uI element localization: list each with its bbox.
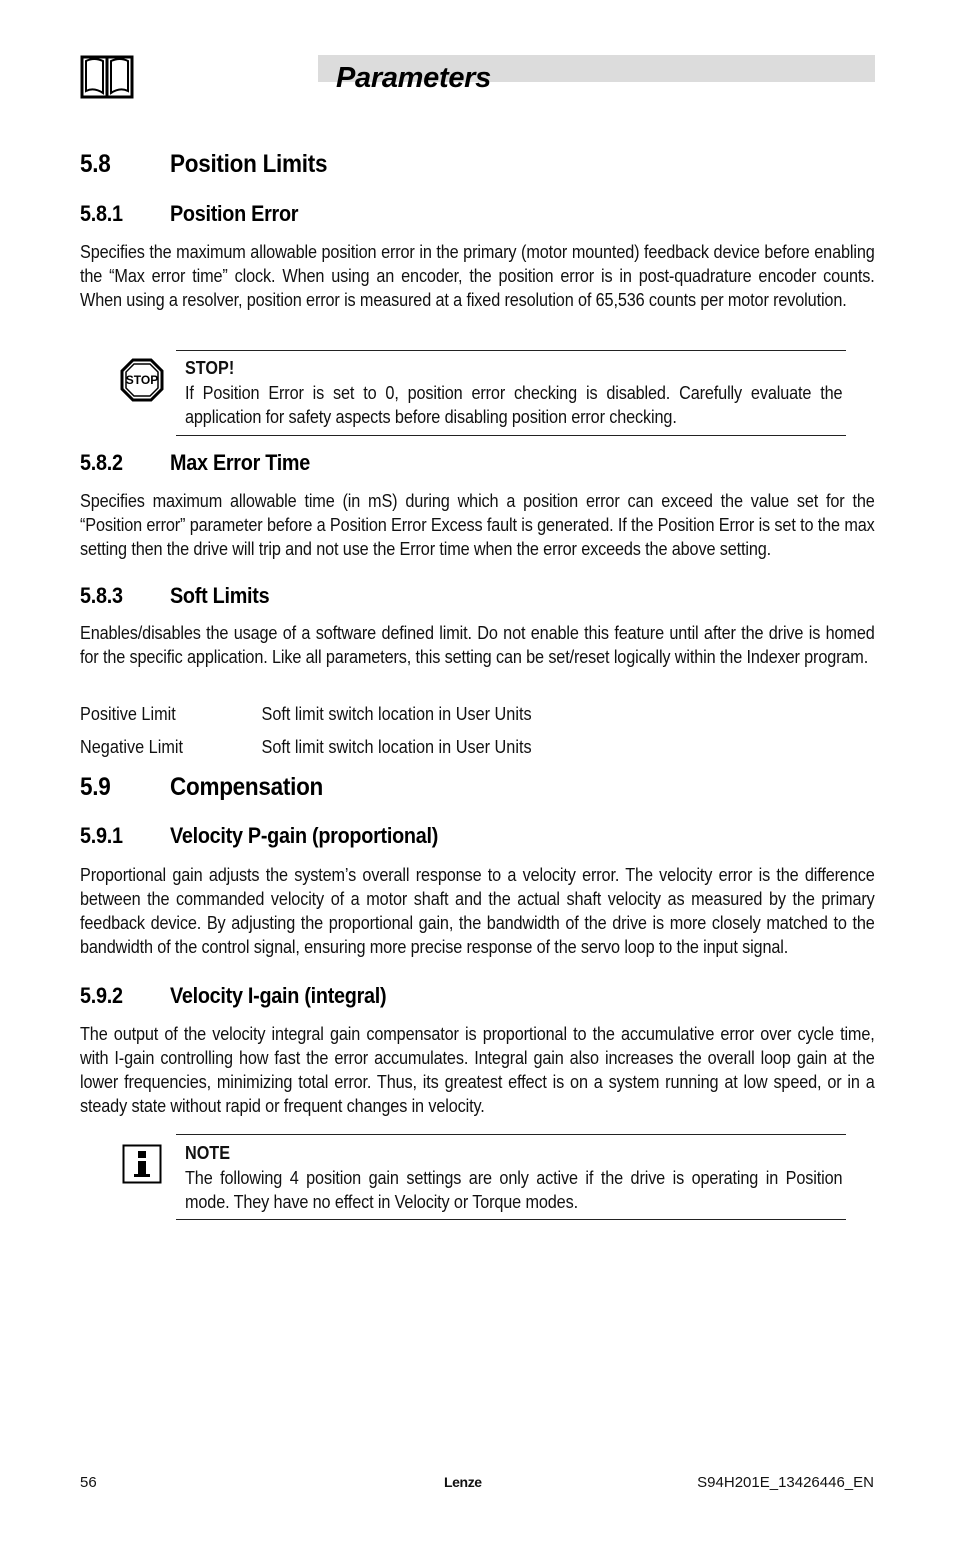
note-callout <box>176 1134 846 1220</box>
max-error-time-paragraph: Specifies maximum allowable time (in mS) during which a position error can exceed the value set for the “Position error” parameter before a Position Error Excess fault is generated. If the Position Error is set to the max setting then the drive will trip and not use the Error time when the error exceeds the above setting. <box>80 491 875 559</box>
section-number: 5.9 <box>80 773 111 801</box>
soft-limits-paragraph: Enables/disables the usage of a software defined limit. Do not enable this feature until after the drive is homed for the specific application. Like all parameters, this setting can be set/reset logically within the Indexer program. <box>80 623 875 667</box>
page-number: 56 <box>80 1474 97 1491</box>
section-heading-5-8-3 <box>80 583 269 609</box>
section-number: 5.9.1 <box>80 823 123 848</box>
section-number: 5.8.3 <box>80 583 123 608</box>
velocity-p-gain-paragraph: Proportional gain adjusts the system’s overall response to a velocity error. The velocity error is the difference between the commanded velocity of a motor shaft and the actual shaft velocity as measured by the primary feedback device. By adjusting the proportional gain, the bandwidth of the drive is more closely matched to the bandwidth of the control signal, ensuring more precise response of the servo loop to the input signal. <box>80 865 875 957</box>
section-title: Velocity P-gain (proportional) <box>170 823 439 848</box>
stop-callout <box>176 350 846 436</box>
note-callout-text: The following 4 position gain settings are only active if the drive is operating in Position mode. They have no effect in Velocity or Torque modes. <box>185 1168 843 1212</box>
definition-term: Negative Limit <box>80 737 183 757</box>
section-number: 5.9.2 <box>80 983 123 1008</box>
section-title: Compensation <box>170 773 324 801</box>
brand-logo: Lenze <box>444 1474 482 1490</box>
section-title: Velocity I-gain (integral) <box>170 983 387 1008</box>
section-heading-5-8 <box>80 150 327 179</box>
section-number: 5.8.2 <box>80 450 123 475</box>
manual-book-icon <box>80 55 134 99</box>
section-title: Soft Limits <box>170 583 270 608</box>
stop-callout-text: If Position Error is set to 0, position error checking is disabled. Carefully evaluate the application for safety aspects before disabling position error checking. <box>185 383 843 427</box>
section-title: Position Error <box>170 201 299 226</box>
note-callout-title: NOTE <box>185 1143 231 1163</box>
section-number: 5.8 <box>80 150 111 178</box>
section-heading-5-9 <box>80 773 323 802</box>
stop-callout-title: STOP! <box>185 358 235 378</box>
section-title: Position Limits <box>170 150 328 178</box>
position-error-paragraph: Specifies the maximum allowable position error in the primary (motor mounted) feedback device before enabling the “Max error time” clock. When using an encoder, the position error is in post-quadrature encoder counts. When using a resolver, position error is measured at a fixed resolution of 65,536 counts per motor revolution. <box>80 242 875 310</box>
section-title: Max Error Time <box>170 450 311 475</box>
definition-description: Soft limit switch location in User Units <box>261 704 532 724</box>
velocity-i-gain-paragraph: The output of the velocity integral gain compensator is proportional to the accumulative error over cycle time, with I-gain controlling how fast the error accumulates. Integral gain also increases the overall loop gain at the lower frequencies, minimizing total error. Thus, its greatest effect is on a system running at low speed, or in a steady state without rapid or frequent changes in velocity. <box>80 1024 875 1116</box>
document-id: S94H201E_13426446_EN <box>697 1474 874 1491</box>
section-heading-5-9-1 <box>80 823 438 849</box>
definition-term: Positive Limit <box>80 704 176 724</box>
section-heading-5-8-1 <box>80 201 298 227</box>
section-heading-5-9-2 <box>80 983 386 1009</box>
section-number: 5.8.1 <box>80 201 123 226</box>
definition-description: Soft limit switch location in User Units <box>261 737 532 757</box>
page-title: Parameters <box>336 62 491 94</box>
svg-text:STOP: STOP <box>125 373 159 387</box>
stop-sign-icon <box>120 358 164 402</box>
section-heading-5-8-2 <box>80 450 310 476</box>
info-icon <box>122 1144 162 1184</box>
